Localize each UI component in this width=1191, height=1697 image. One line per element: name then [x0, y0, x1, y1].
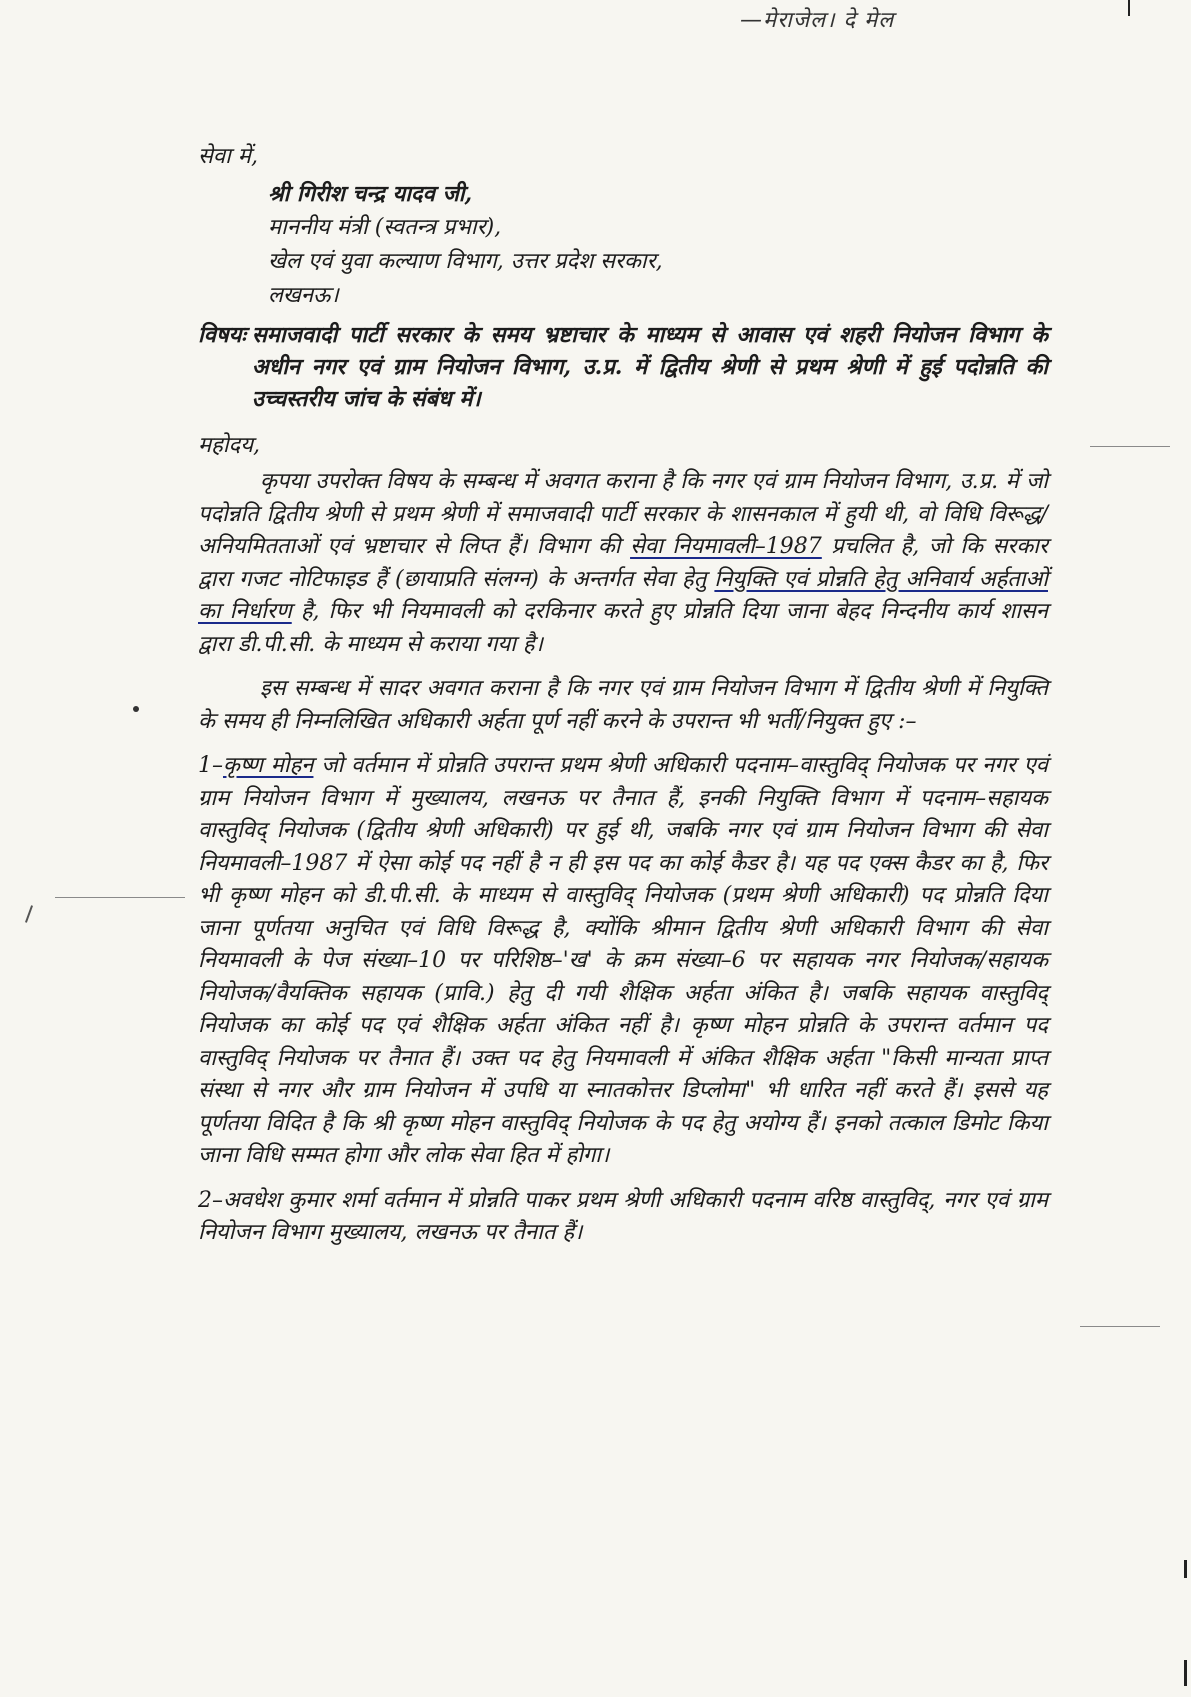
paragraph-1-text-c: है, फिर भी नियमावली को दरकिनार करते हुए प्रोन्नति दिया जाना बेहद निन्दनीय कार्य शासन द्वारा डी.पी.सी. के माध्यम से कराया गया है। [198, 599, 1048, 657]
edge-mark [1184, 1560, 1187, 1578]
paragraph-1 [198, 466, 1048, 661]
address-block [268, 177, 1048, 313]
edge-mark [1128, 0, 1130, 16]
scan-line [1080, 1326, 1160, 1327]
scan-line [55, 897, 185, 898]
item-1-text: जो वर्तमान में प्रोन्नति उपरान्त प्रथम श्रेणी अधिकारी पदनाम–वास्तुविद् नियोजक पर नगर एवं ग्राम नियोजन विभाग में मुख्यालय, लखनऊ पर तैनात हैं, इनकी नियुक्ति विभाग में पदनाम–सहायक वास्तुविद् नियोजक (द्वितीय श्रेणी अधिकारी) पर हुई थी, जबकि नगर एवं ग्राम नियोजन विभाग की सेवा नियमावली–1987 में ऐसा कोई पद नहीं है न ही इस पद का कोई कैडर है। यह पद एक्स कैडर का है, फिर भी कृष्ण मोहन को डी.पी.सी. के माध्यम से वास्तुविद् नियोजक (प्रथम श्रेणी अधिकारी) पद प्रोन्नति दिया जाना पूर्णतया अनुचित एवं विधि विरूद्ध है, क्योंकि श्रीमान द्वितीय श्रेणी अधिकारी विभाग की सेवा नियमावली के पेज संख्या–10 पर परिशिष्ठ–'ख' के क्रम संख्या–6 पर सहायक नगर नियोजक/सहायक नियोजक/वैयक्तिक सहायक (प्रावि.) हेतु दी गयी शैक्षिक अर्हता अंकित है। जबकि सहायक वास्तुविद् नियोजक का कोई पद एवं शैक्षिक अर्हता अंकित नहीं है। कृष्ण मोहन प्रोन्नति के उपरान्त वर्तमान पद वास्तुविद् नियोजक पर तैनात हैं। उक्त पद हेतु नियमावली में अंकित शैक्षिक अर्हता "किसी मान्यता प्राप्त संस्था से नगर और ग्राम नियोजन में उपधि या स्नातकोत्तर डिप्लोमा" भी धारित नहीं करते हैं। इससे यह पूर्णतया विदित है कि श्री कृष्ण मोहन वास्तुविद् नियोजक के पद हेतु अयोग्य हैं। इनको तत्काल डिमोट किया जाना विधि सम्मत होगा और लोक सेवा हित में होगा। [198, 753, 1048, 1168]
addressee-city: लखनऊ। [268, 283, 339, 308]
subject-line [198, 319, 1048, 415]
addressee-department: खेल एवं युवा कल्याण विभाग, उत्तर प्रदेश सरकार, [268, 249, 663, 274]
subject-label: विषयः [198, 322, 246, 348]
edge-mark [1184, 1660, 1187, 1686]
paragraph-1-text-b: प्रचलित है, जो कि सरकार द्वारा गजट नोटिफाइड हैं (छायाप्रति संलग्न) के अन्तर्गत सेवा हेतु [198, 534, 1048, 592]
pen-tick [25, 905, 33, 923]
underlined-rules-name: सेवा नियमावली–1987 [630, 534, 822, 559]
salutation: महोदय, [198, 433, 260, 458]
list-item-1 [198, 750, 1048, 1173]
scan-line [1090, 446, 1170, 447]
addressee-designation: माननीय मंत्री (स्वतन्त्र प्रभार), [268, 215, 502, 240]
paragraph-1-text-a: कृपया उपरोक्त विषय के सम्बन्ध में अवगत कराना है कि नगर एवं ग्राम नियोजन विभाग, उ.प्र. में जो पदोन्नति द्वितीय श्रेणी से प्रथम श्रेणी में समाजवादी पार्टी सरकार के शासनकाल में हुयी थी, वो विधि विरूद्ध/अनियमितताओं एवं भ्रष्टाचार से लिप्त हैं। विभाग की [198, 469, 1048, 559]
addressee-name: श्री गिरीश चन्द्र यादव जी, [268, 181, 473, 207]
subject-text: समाजवादी पार्टी सरकार के समय भ्रष्टाचार के माध्यम से आवास एवं शहरी नियोजन विभाग के अधीन नगर एवं ग्राम नियोजन विभाग, उ.प्र. में द्वितीय श्रेणी से प्रथम श्रेणी में हुई पदोन्नति की उच्चस्तरीय जांच के संबंध में। [251, 322, 1048, 412]
ink-dot [133, 706, 139, 712]
item-number: 1– [198, 753, 223, 778]
underlined-qualification-phrase: नियुक्ति एवं प्रोन्नति हेतु अनिवार्य अर्हताओं का निर्धारण [198, 566, 1048, 624]
handwritten-note: —मेराजेल। दे मेल [740, 8, 895, 33]
letter-body [198, 140, 1048, 1262]
paragraph-2: इस सम्बन्ध में सादर अवगत कराना है कि नगर एवं ग्राम नियोजन विभाग में द्वितीय श्रेणी में नियुक्ति के समय ही निम्नलिखित अधिकारी अर्हता पूर्ण नहीं करने के उपरान्त भी भर्ती/नियुक्त हुए :– [198, 676, 1048, 734]
officer-name: कृष्ण मोहन [223, 753, 314, 778]
address-to: सेवा में, [198, 144, 258, 169]
list-item-2: 2–अवधेश कुमार शर्मा वर्तमान में प्रोन्नति पाकर प्रथम श्रेणी अधिकारी पदनाम वरिष्ठ वास्तुविद्, नगर एवं ग्राम नियोजन विभाग मुख्यालय, लखनऊ पर तैनात हैं। [198, 1187, 1048, 1245]
